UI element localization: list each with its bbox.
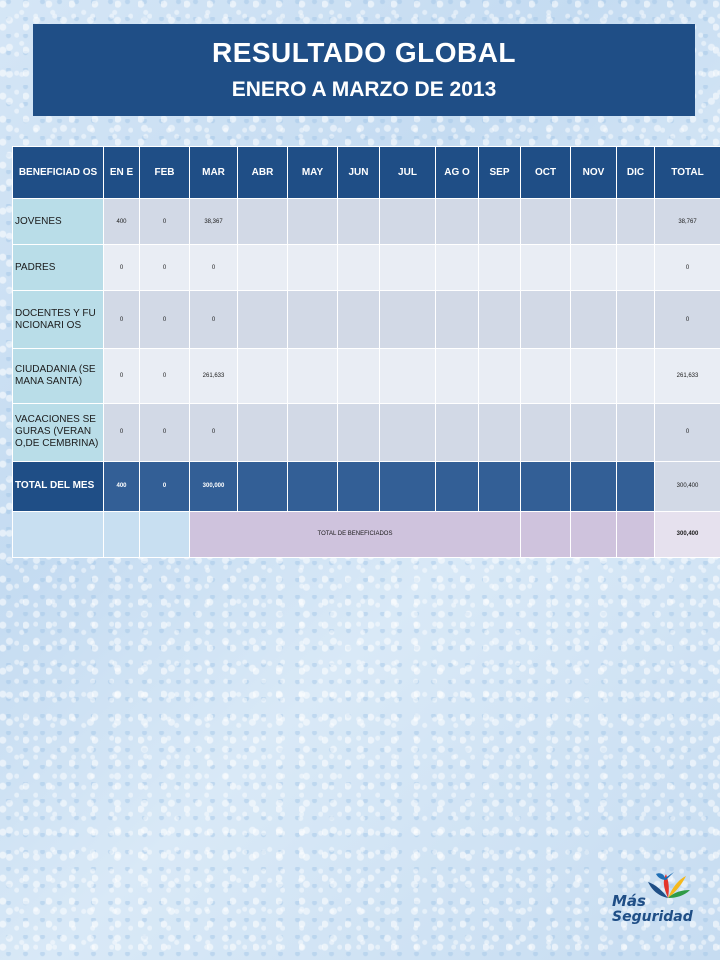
cell-feb: 0 [140,291,190,349]
cell-ene: 400 [104,461,140,511]
cell-empty [617,403,655,461]
beneficiaries-row [13,511,720,557]
cell-ene: 0 [104,245,140,291]
cell-empty [436,349,479,403]
cell-total: 300,400 [655,461,720,511]
cell-mar: 300,000 [190,461,238,511]
cell-empty [617,349,655,403]
cell-empty [521,291,571,349]
cell-empty [140,511,190,557]
cell-empty [571,511,617,557]
cell-empty [380,291,436,349]
cell-empty [436,461,479,511]
logo-text-mas: Más [612,892,646,910]
cell-feb: 0 [140,461,190,511]
cell-feb: 0 [140,199,190,245]
cell-empty [338,245,380,291]
cell-empty [571,199,617,245]
cell-empty [479,349,521,403]
cell-empty [380,245,436,291]
cell-empty [238,245,288,291]
column-header: EN E [104,147,140,199]
cell-total: 38,767 [655,199,720,245]
cell-empty [380,461,436,511]
cell-empty [479,403,521,461]
cell-feb: 0 [140,349,190,403]
row-label: VACACIONES SEGURAS (VERANO,DE CEMBRINA) [13,403,104,461]
cell-empty [571,349,617,403]
mas-seguridad-logo [608,868,698,932]
cell-empty [571,291,617,349]
column-header: OCT [521,147,571,199]
cell-empty [479,245,521,291]
row-label: TOTAL DEL MES [13,461,104,511]
cell-empty [13,511,104,557]
cell-mar: 0 [190,403,238,461]
cell-empty [617,245,655,291]
column-header: ABR [238,147,288,199]
page-title: RESULTADO GLOBAL [211,37,517,68]
cell-feb: 0 [140,245,190,291]
table-header-row [13,147,720,199]
cell-empty [238,199,288,245]
cell-empty [571,461,617,511]
cell-empty [338,199,380,245]
logo-text-seguridad: Seguridad [612,909,693,925]
beneficiaries-label: TOTAL DE BENEFICIADOS [190,511,521,557]
cell-empty [571,403,617,461]
cell-mar: 261,633 [190,349,238,403]
cell-empty [288,199,338,245]
cell-ene: 0 [104,349,140,403]
column-header: MAY [288,147,338,199]
cell-empty [288,403,338,461]
cell-total: 0 [655,245,720,291]
cell-empty [238,349,288,403]
row-label: CIUDADANIA (SEMANA SANTA) [13,349,104,403]
cell-empty [571,245,617,291]
hummingbird-flower-logo-icon [644,868,690,902]
cell-empty [479,291,521,349]
cell-feb: 0 [140,403,190,461]
cell-empty [238,403,288,461]
cell-empty [380,403,436,461]
cell-empty [380,199,436,245]
cell-empty [617,199,655,245]
cell-empty [479,461,521,511]
cell-empty [238,291,288,349]
cell-ene: 400 [104,199,140,245]
table-row [13,349,720,403]
column-header: BENEFICIAD OS [13,147,104,199]
cell-empty [238,461,288,511]
cell-total: 0 [655,291,720,349]
cell-empty [288,349,338,403]
cell-empty [521,349,571,403]
row-label: PADRES [13,245,104,291]
cell-empty [436,245,479,291]
cell-mar: 38,367 [190,199,238,245]
cell-empty [617,461,655,511]
cell-empty [104,511,140,557]
cell-empty [521,461,571,511]
row-label: JOVENES [13,199,104,245]
cell-empty [521,403,571,461]
cell-empty [338,349,380,403]
column-header: DIC [617,147,655,199]
column-header: MAR [190,147,238,199]
cell-total: 261,633 [655,349,720,403]
column-header: TOTAL [655,147,720,199]
cell-empty [338,461,380,511]
table-row [13,245,720,291]
cell-empty [288,245,338,291]
cell-empty [338,291,380,349]
cell-mar: 0 [190,245,238,291]
cell-empty [479,199,521,245]
cell-empty [288,291,338,349]
cell-ene: 0 [104,291,140,349]
cell-empty [436,291,479,349]
cell-total: 0 [655,403,720,461]
column-header: FEB [140,147,190,199]
table-row [13,199,720,245]
cell-empty [288,461,338,511]
row-label: DOCENTES Y FUNCIONARI OS [13,291,104,349]
page-subtitle: ENERO A MARZO DE 2013 [231,78,497,101]
column-header: AG O [436,147,479,199]
column-header: JUL [380,147,436,199]
beneficiaries-total: 300,400 [655,511,720,557]
cell-empty [617,511,655,557]
cell-empty [521,245,571,291]
results-table [12,146,720,558]
column-header: SEP [479,147,521,199]
title-banner [33,24,695,116]
total-month-row [13,461,720,511]
cell-ene: 0 [104,403,140,461]
cell-empty [617,291,655,349]
cell-empty [521,199,571,245]
cell-empty [436,199,479,245]
cell-mar: 0 [190,291,238,349]
cell-empty [380,349,436,403]
cell-empty [436,403,479,461]
cell-empty [338,403,380,461]
table-row [13,291,720,349]
cell-empty [521,511,571,557]
column-header: JUN [338,147,380,199]
column-header: NOV [571,147,617,199]
table-row [13,403,720,461]
